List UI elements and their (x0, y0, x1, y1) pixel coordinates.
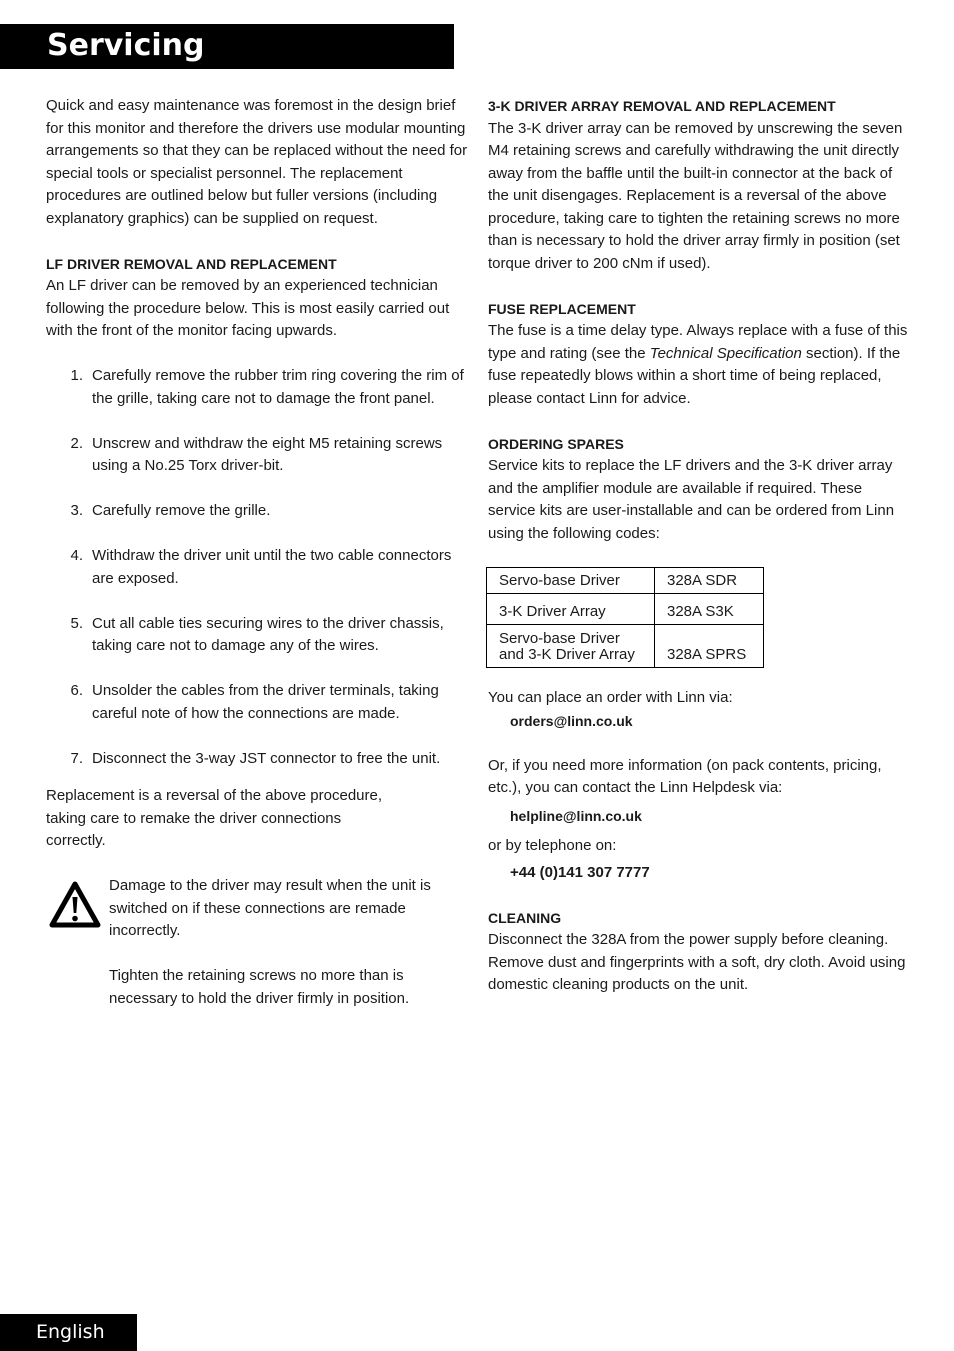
list-item (46, 433, 468, 478)
step-number: 1. (70, 367, 83, 384)
step-number: 3. (70, 502, 83, 519)
language-label: English (36, 1321, 105, 1343)
replacement-line: Replacement is a reversal of the above procedure, (46, 787, 383, 804)
step-number: 5. (70, 614, 83, 632)
lf-removal-steps (46, 365, 468, 770)
spares-table (486, 567, 764, 668)
list-item (46, 500, 468, 523)
list-item (46, 680, 468, 725)
order-text: You can place an order with Linn via: (488, 689, 733, 706)
helpline-email-link[interactable]: helpline@linn.co.uk (510, 807, 642, 824)
fuse-paragraph (488, 320, 913, 410)
fuse-text: section). If the fuse repeatedly blows within a short time of being replaced, please contact Linn for advice. (488, 344, 901, 407)
warning-note (46, 875, 468, 1010)
orders-email-link[interactable]: orders@linn.co.uk (510, 712, 633, 729)
step-text: Unscrew and withdraw the eight M5 retaining screws using a No.25 Torx driver-bit. (92, 434, 443, 474)
table-cell-code: 328A SPRS (655, 625, 764, 668)
step-number: 7. (70, 749, 83, 767)
step-number: 2. (70, 434, 83, 452)
left-column (46, 95, 468, 1010)
section-title-bar (0, 24, 454, 69)
phone-number: +44 (0)141 307 7777 (510, 863, 650, 881)
table-cell-code: 328A S3K (655, 594, 764, 625)
spares-heading: ORDERING SPARES (488, 435, 624, 452)
table-row (487, 594, 764, 625)
array-heading: 3-K DRIVER ARRAY REMOVAL AND REPLACEMENT (488, 98, 836, 114)
page-title: Servicing (47, 28, 205, 63)
info-text: Or, if you need more information (on pack contents, pricing, etc.), you can contact the Linn Helpdesk via: (488, 756, 882, 796)
fuse-text: The fuse is a time delay type. Always replace with a fuse of this type and rating (see the (488, 322, 908, 362)
step-text: Carefully remove the grille. (92, 502, 271, 519)
replacement-line: taking care to remake the driver connections (46, 809, 342, 827)
warning-triangle-icon (49, 881, 101, 929)
array-paragraph: The 3-K driver array can be removed by unscrewing the seven M4 retaining screws and carefully withdrawing the unit directly away from the baffle until the built-in connector at the back of the unit disengages. Replacement is a reversal of the above procedure, taking care to tighten the retaining screws no more than is necessary to hold the driver array firmly in position (set torque driver to 200 cNm if used). (488, 119, 903, 272)
spares-paragraph: Service kits to replace the LF drivers and the 3-K driver array and the amplifier module are available if required. These service kits are user-installable and can be ordered from Linn using the following codes: (488, 457, 895, 542)
step-text: Carefully remove the rubber trim ring covering the rim of the grille, taking care not to damage the front panel. (92, 367, 464, 407)
lf-driver-heading: LF DRIVER REMOVAL AND REPLACEMENT (46, 255, 337, 272)
step-number: 4. (70, 547, 83, 564)
intro-paragraph: Quick and easy maintenance was foremost in the design brief for this monitor and therefore the drivers use modular mounting arrangements so that they can be replaced without the need for special tools or specialist personnel. The replacement procedures are outlined below but fuller versions (including explanatory graphics) can be supplied on request. (46, 97, 468, 227)
step-text: Cut all cable ties securing wires to the driver chassis, taking care not to damage any of the wires. (92, 614, 444, 654)
lf-driver-intro: An LF driver can be removed by an experienced technician following the procedure below. This is most easily carried out with the front of the monitor facing upwards. (46, 277, 450, 339)
list-item (46, 748, 468, 771)
table-cell-item: Servo-base Driver and 3-K Driver Array (487, 625, 655, 668)
step-text: Disconnect the 3-way JST connector to free the unit. (92, 749, 441, 767)
step-text: Withdraw the driver unit until the two cable connectors are exposed. (92, 547, 452, 587)
phone-text: or by telephone on: (488, 837, 617, 854)
step-text: Unsolder the cables from the driver terminals, taking careful note of how the connections are made. (92, 682, 439, 722)
fuse-heading: FUSE REPLACEMENT (488, 300, 636, 317)
list-item (46, 365, 468, 410)
table-cell-item: Servo-base Driver (487, 568, 655, 594)
cleaning-heading: CLEANING (488, 909, 562, 926)
list-item (46, 545, 468, 590)
table-cell-code: 328A SDR (655, 568, 764, 594)
step-number: 6. (70, 682, 83, 699)
replacement-line: correctly. (46, 832, 106, 849)
language-tab (0, 1314, 137, 1351)
cleaning-paragraph: Disconnect the 328A from the power supply before cleaning. Remove dust and fingerprints with a soft, dry cloth. Avoid using domestic cleaning products on the unit. (488, 931, 906, 993)
right-column (488, 95, 913, 997)
table-row (487, 568, 764, 594)
table-row (487, 625, 764, 668)
warning-text: Tighten the retaining screws no more than is necessary to hold the driver firmly in position. (109, 967, 410, 1007)
warning-text: Damage to the driver may result when the unit is switched on if these connections are remade incorrectly. (109, 877, 431, 939)
list-item (46, 613, 468, 658)
replacement-paragraph (46, 785, 468, 853)
fuse-spec-reference: Technical Specification (649, 344, 802, 362)
table-cell-item: 3-K Driver Array (487, 594, 655, 625)
